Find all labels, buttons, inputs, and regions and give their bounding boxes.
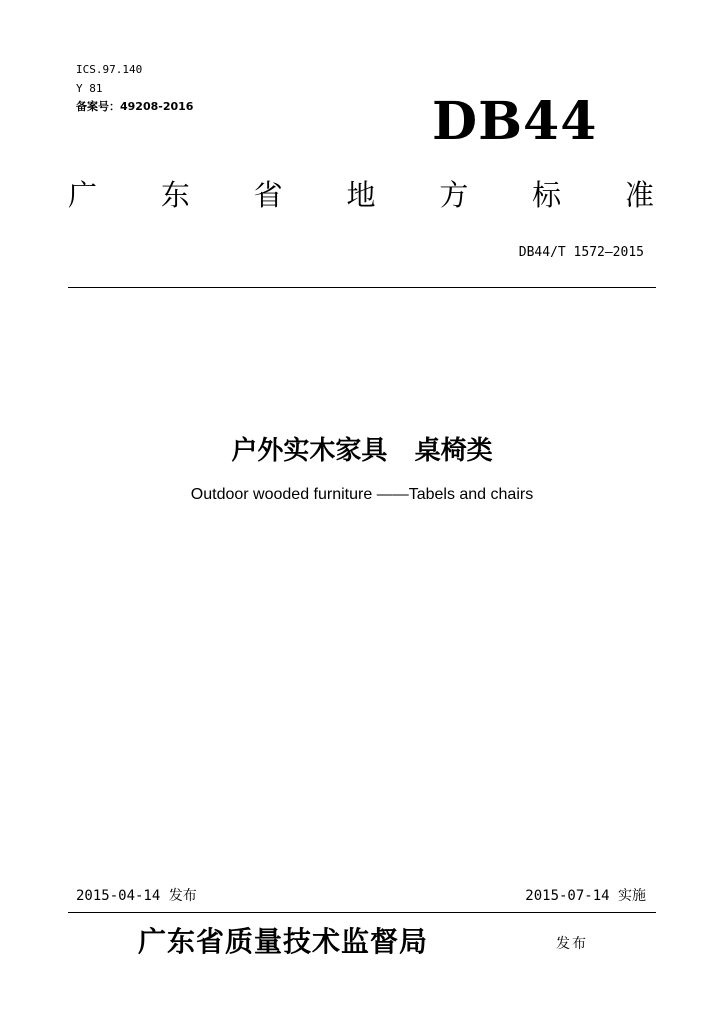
title-char: 标	[532, 178, 562, 212]
issue-date: 2015-04-14 发布	[76, 888, 197, 904]
standard-code-logo: DB44	[432, 91, 598, 152]
filing-number: 备案号：49208-2016	[76, 100, 194, 113]
document-title-en: Outdoor wooded furniture ——Tabels and chairs	[190, 486, 534, 503]
title-char: 准	[624, 178, 654, 212]
title-char: 方	[439, 178, 469, 212]
ics-code: ICS.97.140	[76, 63, 143, 76]
top-divider	[68, 287, 656, 288]
implementation-date: 2015-07-14 实施	[525, 888, 646, 904]
classification-code: Y 81	[76, 82, 103, 95]
title-char: 广	[68, 178, 98, 212]
title-char: 东	[160, 178, 190, 212]
bottom-divider	[68, 912, 656, 913]
publish-label: 发布	[556, 936, 588, 952]
title-char: 地	[346, 178, 376, 212]
document-title-zh: 户外实木家具 桌椅类	[231, 436, 493, 466]
issuing-authority: 广东省质量技术监督局	[138, 925, 429, 958]
standard-number: DB44/T 1572—2015	[518, 245, 644, 260]
title-char: 省	[253, 178, 283, 212]
standard-category-title	[68, 176, 654, 214]
